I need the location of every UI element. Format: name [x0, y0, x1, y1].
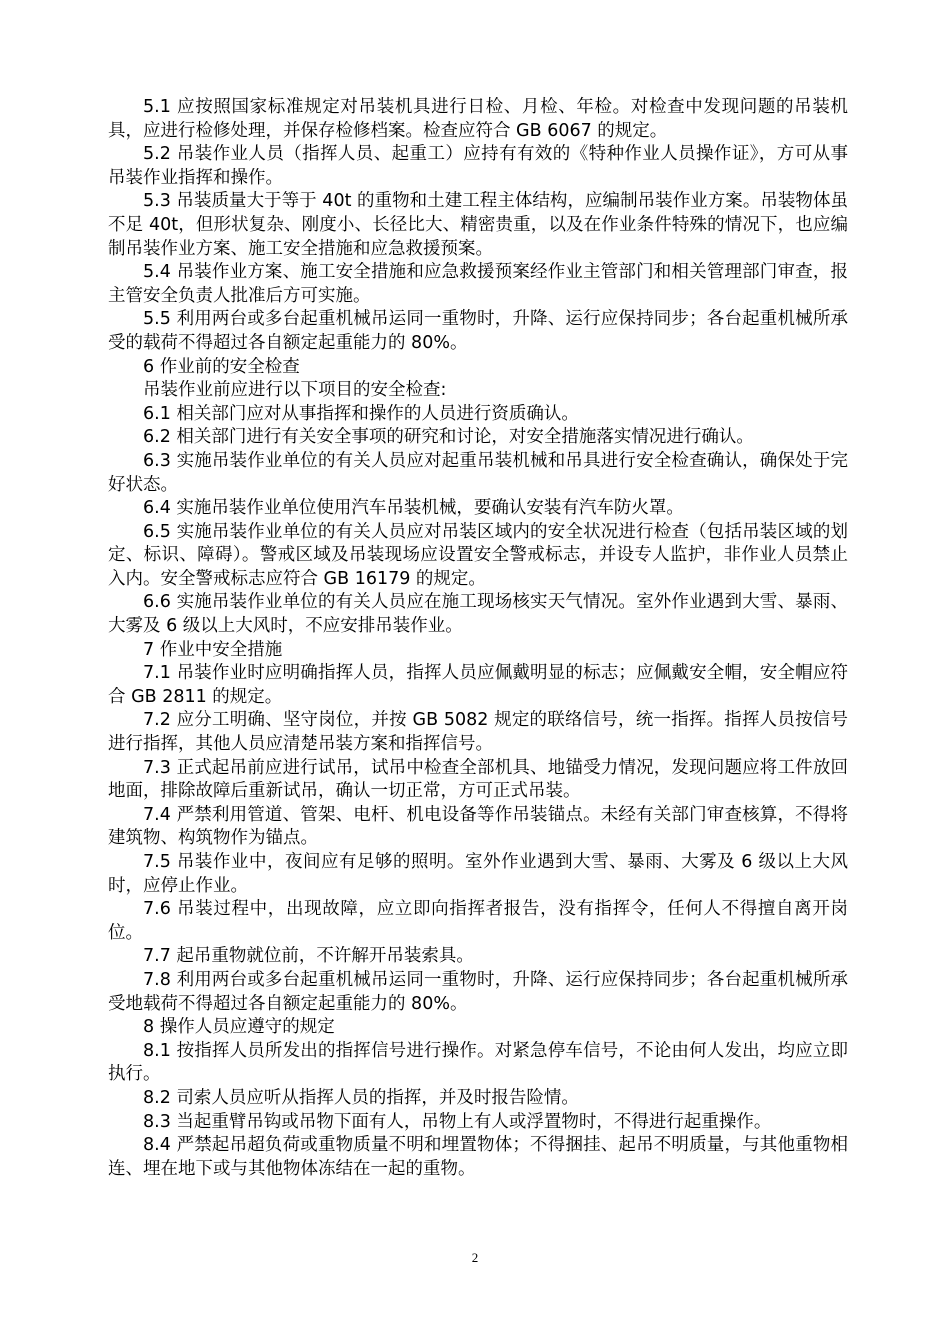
- paragraph: 6.5 实施吊装作业单位的有关人员应对吊装区域内的安全状况进行检查（包括吊装区域的划定、标识、障碍）。警戒区域及吊装现场应设置安全警戒标志，并设专人监护，非作业人员禁止入内。安全警戒标志应符合 GB 16179 的规定。: [108, 521, 848, 589]
- paragraph: 8.2 司索人员应听从指挥人员的指挥，并及时报告险情。: [143, 1087, 579, 1108]
- paragraph: 5.3 吊装质量大于等于 40t 的重物和土建工程主体结构，应编制吊装作业方案。吊装物体虽不足 40t，但形状复杂、刚度小、长径比大、精密贵重，以及在作业条件特殊的情况下，也应编制吊装作业方案、施工安全措施和应急救援预案。: [108, 191, 848, 259]
- document-body: [108, 96, 848, 1181]
- paragraph: 8.3 当起重臂吊钩或吊物下面有人，吊物上有人或浮置物时，不得进行起重操作。: [143, 1111, 772, 1132]
- paragraph: 5.2 吊装作业人员（指挥人员、起重工）应持有有效的《特种作业人员操作证》，方可从事吊装作业指挥和操作。: [108, 144, 848, 188]
- paragraph: 7.3 正式起吊前应进行试吊，试吊中检查全部机具、地锚受力情况，发现问题应将工件放回地面，排除故障后重新试吊，确认一切正常，方可正式吊装。: [108, 757, 848, 802]
- paragraph: 5.1 应按照国家标准规定对吊装机具进行日检、月检、年检。对检查中发现问题的吊装机具，应进行检修处理，并保存检修档案。检查应符合 GB 6067 的规定。: [108, 97, 848, 141]
- paragraph: 7.2 应分工明确、坚守岗位，并按 GB 5082 规定的联络信号，统一指挥。指挥人员按信号进行指挥，其他人员应清楚吊装方案和指挥信号。: [108, 710, 848, 755]
- paragraph: 6.6 实施吊装作业单位的有关人员应在施工现场核实天气情况。室外作业遇到大雪、暴雨、大雾及 6 级以上大风时，不应安排吊装作业。: [108, 592, 848, 637]
- paragraph: 6.3 实施吊装作业单位的有关人员应对起重吊装机械和吊具进行安全检查确认，确保处于完好状态。: [108, 450, 848, 495]
- paragraph: 7.6 吊装过程中，出现故障，应立即向指挥者报告，没有指挥令，任何人不得擅自离开岗位。: [108, 899, 848, 943]
- paragraph: 7.4 严禁利用管道、管架、电杆、机电设备等作吊装锚点。未经有关部门审查核算，不得将建筑物、构筑物作为锚点。: [108, 804, 848, 849]
- paragraph: 8.4 严禁起吊超负荷或重物质量不明和埋置物体；不得捆挂、起吊不明质量，与其他重物相连、埋在地下或与其他物体冻结在一起的重物。: [108, 1135, 848, 1179]
- paragraph: 6.1 相关部门应对从事指挥和操作的人员进行资质确认。: [143, 403, 579, 424]
- paragraph: 7.1 吊装作业时应明确指挥人员，指挥人员应佩戴明显的标志；应佩戴安全帽，安全帽应符合 GB 2811 的规定。: [108, 663, 848, 707]
- paragraph: 7.7 起吊重物就位前，不许解开吊装索具。: [143, 946, 474, 967]
- paragraph: 5.5 利用两台或多台起重机械吊运同一重物时，升降、运行应保持同步；各台起重机械所承受的载荷不得超过各自额定起重能力的 80%。: [108, 309, 848, 353]
- paragraph: 7.5 吊装作业中，夜间应有足够的照明。室外作业遇到大雪、暴雨、大雾及 6 级以上大风时，应停止作业。: [108, 852, 848, 896]
- section-heading: 7 作业中安全措施: [143, 639, 283, 660]
- paragraph: 7.8 利用两台或多台起重机械吊运同一重物时，升降、运行应保持同步；各台起重机械所承受地载荷不得超过各自额定起重能力的 80%。: [108, 969, 848, 1014]
- paragraph: 8.1 按指挥人员所发出的指挥信号进行操作。对紧急停车信号，不论由何人发出，均应立即执行。: [108, 1040, 848, 1085]
- paragraph: 吊装作业前应进行以下项目的安全检查:: [143, 380, 447, 401]
- page-number: 2: [471, 1250, 479, 1265]
- paragraph: 6.2 相关部门进行有关安全事项的研究和讨论，对安全措施落实情况进行确认。: [143, 427, 754, 448]
- paragraph: 6.4 实施吊装作业单位使用汽车吊装机械，要确认安装有汽车防火罩。: [143, 498, 684, 519]
- section-heading: 8 操作人员应遵守的规定: [143, 1017, 335, 1038]
- section-heading: 6 作业前的安全检查: [143, 356, 300, 377]
- paragraph: 5.4 吊装作业方案、施工安全措施和应急救援预案经作业主管部门和相关管理部门审查，报主管安全负责人批准后方可实施。: [108, 262, 848, 306]
